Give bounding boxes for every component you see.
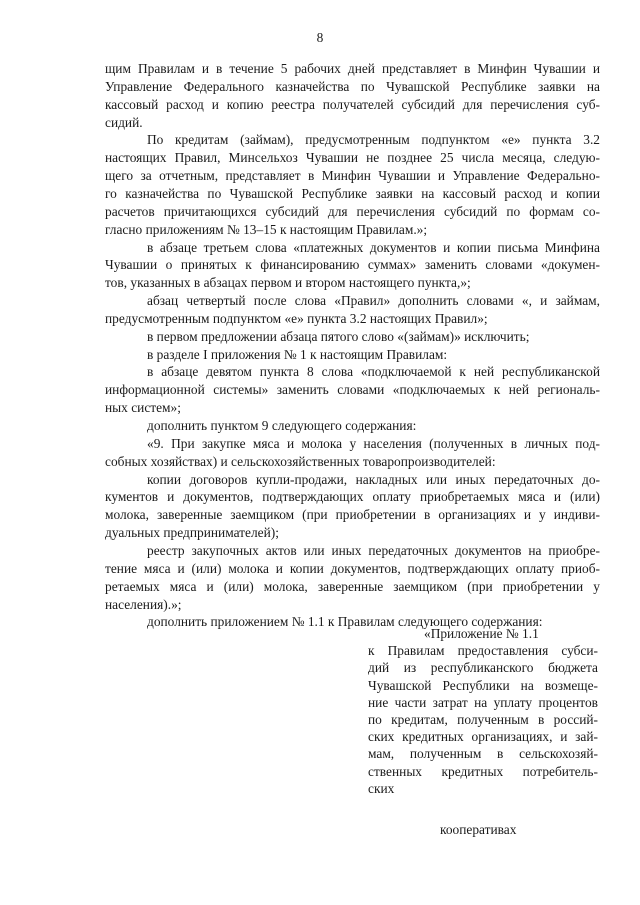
body-line: абзац четвертый после слова «Правил» дополнить словами «, и займам, — [147, 293, 600, 309]
body-line: в разделе I приложения № 1 к настоящим Правилам: — [147, 346, 448, 362]
body-line: собных хозяйствах) и сельскохозяйственных товаропроизводителей: — [105, 453, 496, 469]
body-line: расчетов причитающихся субсидий для перечисления субсидий по формам со- — [105, 203, 600, 219]
body-line: щим Правилам и в течение 5 рабочих дней представляет в Минфин Чувашии и — [105, 61, 600, 76]
body-line: тов, указанных в абзацах первом и втором настоящего пункта,»; — [105, 275, 471, 291]
annex-line: к Правилам предоставления субси- — [368, 643, 598, 659]
annex-line: дий из республиканского бюджета — [368, 660, 598, 676]
annex-line: ских — [368, 780, 395, 796]
body-line: дополнить приложением № 1.1 к Правилам следующего содержания: — [147, 614, 543, 630]
body-line: реестр закупочных актов или иных передаточных документов на приобре- — [147, 542, 600, 558]
body-line: Чувашии о принятых к финансированию суммах» заменить словами «докумен- — [105, 257, 600, 273]
body-line: ных систем»; — [105, 400, 181, 416]
body-line: молока, заверенные заемщиком (при приобретении в организациях и у индиви- — [105, 507, 600, 523]
body-line: гласно приложениям № 13–15 к настоящим Правилам.»; — [105, 221, 428, 237]
body-line: в абзаце третьем слова «платежных документов и копии письма Минфина — [147, 239, 600, 255]
body-line: в первом предложении абзаца пятого слово «(займам)» исключить; — [147, 328, 530, 344]
body-line: Управление Федерального казначейства по Чувашской Республике заявки на — [105, 78, 600, 94]
annex-line: мам, полученным в сельскохозяй- — [368, 746, 598, 762]
body-line: информационной системы» заменить словами «подключаемых к ней региональ- — [105, 382, 600, 398]
annex-line: ственных кредитных потребитель- — [368, 763, 598, 779]
annex-line: ние части затрат на уплату процентов — [368, 694, 598, 710]
body-line: предусмотренным подпунктом «е» пункта 3.2 настоящих Правил»; — [105, 310, 488, 326]
body-line: тение мяса и (или) молока и копии документов, подтверждающих оплату приоб- — [105, 560, 600, 576]
annex-line: по кредитам, полученным в россий- — [368, 712, 598, 727]
annex-line: ских кредитных организациях, и зай- — [368, 729, 598, 745]
body-line: По кредитам (займам), предусмотренным подпунктом «е» пункта 3.2 — [147, 132, 600, 148]
body-line: настоящих Правил, Минсельхоз Чувашии не позднее 25 числа месяца, следую- — [105, 150, 600, 166]
body-line: кассовый расход и копию реестра получателей субсидий для перечисления суб- — [105, 96, 600, 112]
body-line: ретаемых мяса и (или) молока, заверенные заемщиком (при приобретении у — [105, 578, 600, 594]
body-line: дополнить пунктом 9 следующего содержания: — [147, 418, 417, 433]
body-line: в абзаце девятом пункта 8 слова «подключаемой к ней республиканской — [147, 364, 600, 380]
body-line: го казначейства по Чувашской Республике заявки на кассовый расход и копии — [105, 185, 600, 201]
body-line: дуальных предпринимателей); — [105, 525, 279, 541]
page-number: 8 — [316, 30, 324, 45]
body-line: кументов и документов, подтверждающих оплату приобретаемых мяса и (или) — [105, 489, 600, 505]
body-line: населения).»; — [105, 596, 182, 612]
annex-line: Чувашской Республики на возмеще- — [368, 677, 598, 693]
annex-line: «Приложение № 1.1 — [424, 626, 539, 641]
body-line: «9. При закупке мяса и молока у населения (полученных в личных под- — [147, 435, 600, 451]
annex-tail-word: кооперативах — [440, 822, 517, 837]
body-line: щего за отчетным, представляет в Минфин Чувашии и Управление Федерально- — [105, 168, 600, 184]
body-line: сидий. — [105, 114, 143, 130]
body-line: копии договоров купли-продажи, накладных или иных передаточных до- — [147, 471, 600, 487]
